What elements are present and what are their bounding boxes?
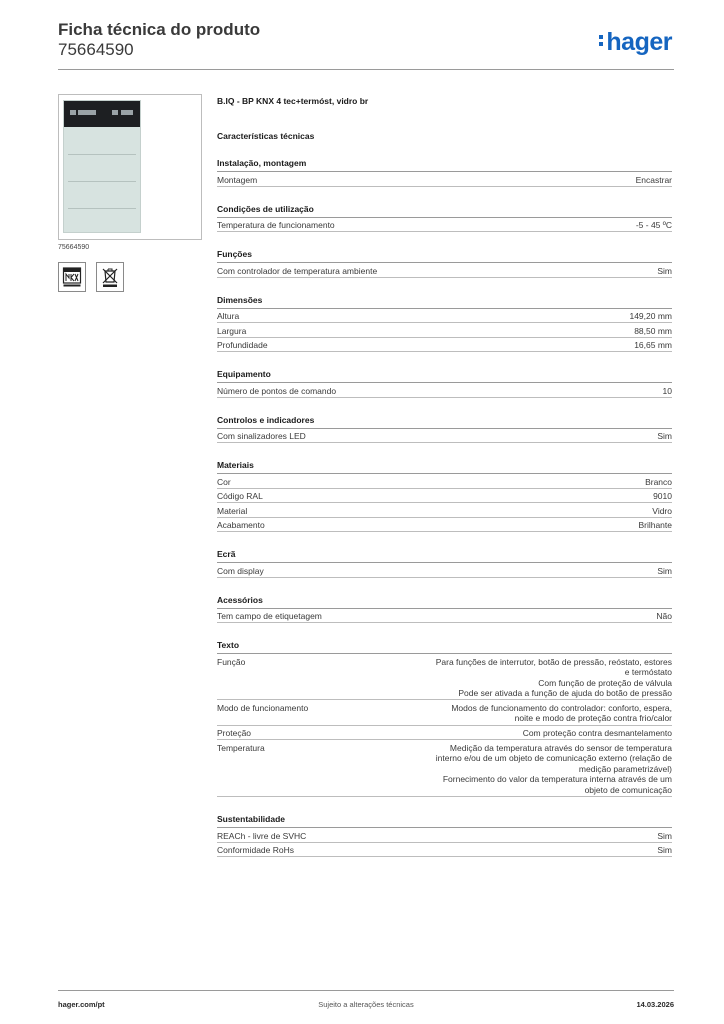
spec-value: Encastrar [635, 174, 672, 185]
spec-value: Sim [657, 265, 672, 276]
section-title: Equipamento [217, 369, 672, 383]
spec-row [217, 429, 672, 444]
footer-note: Sujeito a alterações técnicas [318, 1000, 414, 1009]
spec-row [217, 172, 672, 187]
spec-row [217, 218, 672, 233]
spec-value: Branco [645, 476, 672, 487]
spec-label: Código RAL [217, 491, 263, 501]
section-title: Condições de utilização [217, 204, 672, 218]
section-title: Ecrã [217, 549, 672, 563]
section-title: Funções [217, 249, 672, 263]
spec-value-line: Para funções de interrutor, botão de pressão, reóstato, estores [435, 656, 672, 667]
spec-section [217, 814, 672, 857]
spec-label: Com display [217, 565, 264, 576]
spec-row [217, 383, 672, 398]
spec-value: Brilhante [638, 520, 672, 530]
section-title: Dimensões [217, 295, 672, 309]
spec-row [217, 843, 672, 858]
hager-logo [599, 28, 672, 57]
section-title: Texto [217, 640, 672, 654]
document-number: 75664590 [58, 40, 134, 59]
spec-label: Altura [217, 311, 240, 321]
spec-value-line: Fornecimento do valor da temperatura interna através de um [442, 774, 672, 785]
knx-certification-icon [58, 262, 86, 292]
section-title: Instalação, montagem [217, 158, 672, 172]
spec-row [217, 726, 672, 741]
spec-value [392, 703, 672, 724]
spec-row [217, 323, 672, 338]
spec-label: Tem campo de etiquetagem [217, 611, 322, 621]
spec-value-line: Medição da temperatura através do sensor de temperatura [449, 742, 672, 753]
spec-label: Proteção [217, 728, 252, 739]
spec-row [217, 563, 672, 578]
footer-date: 14.03.2026 [636, 1000, 674, 1009]
spec-label: Acabamento [217, 520, 265, 530]
spec-label: Temperatura de funcionamento [217, 220, 335, 230]
spec-value: Vidro [652, 505, 672, 516]
spec-value-line: Modos de funcionamento do controlador: conforto, espera, [451, 702, 672, 713]
spec-section [217, 204, 672, 233]
spec-value [392, 657, 672, 699]
spec-value: Sim [657, 845, 672, 856]
spec-row [217, 489, 672, 504]
spec-value: Sim [657, 565, 672, 576]
spec-value-line: e termóstato [624, 667, 672, 678]
spec-label: Material [217, 505, 248, 516]
section-title: Acessórios [217, 595, 672, 609]
document-title: Ficha técnica do produto [58, 20, 261, 39]
spec-value: 149,20 mm [629, 311, 672, 321]
spec-label: Montagem [217, 174, 258, 185]
spec-value-line: interno e/ou de um objeto de comunicação externo (relação de [435, 753, 672, 764]
spec-label: REACh - livre de SVHC [217, 830, 307, 841]
spec-section [217, 595, 672, 624]
product-image-code: 75664590 [58, 244, 90, 251]
spec-row [217, 263, 672, 278]
spec-value-line: Com função de proteção de válvula [538, 677, 672, 688]
section-title: Controlos e indicadores [217, 415, 672, 429]
button-divider [68, 181, 136, 182]
spec-row [217, 503, 672, 518]
page-header [58, 20, 674, 70]
spec-value: 88,50 mm [634, 325, 672, 336]
tech-heading: Características técnicas [217, 131, 315, 141]
spec-value-line: Com proteção contra desmantelamento [522, 728, 672, 739]
spec-label: Com sinalizadores LED [217, 431, 306, 441]
spec-value-line: medição parametrizável) [578, 763, 672, 774]
spec-value: -5 - 45 ºC [635, 220, 672, 230]
spec-label: Largura [217, 325, 247, 336]
spec-value-line: Pode ser ativada a função de ajuda do botão de pressão [458, 688, 672, 699]
spec-section [217, 460, 672, 532]
spec-value: 9010 [653, 491, 672, 501]
spec-content [217, 96, 672, 857]
spec-label: Número de pontos de comando [217, 385, 337, 396]
spec-value [392, 728, 672, 739]
logo-text: hager [606, 28, 672, 56]
spec-section [217, 640, 672, 797]
spec-section [217, 158, 672, 187]
device-display [64, 101, 140, 127]
product-image-frame [58, 94, 202, 240]
spec-value-line: objeto de comunicação [584, 785, 672, 796]
spec-section [217, 249, 672, 278]
button-divider [68, 208, 136, 209]
spec-label: Com controlador de temperatura ambiente [217, 265, 378, 276]
weee-crossed-bin-icon [96, 262, 124, 292]
spec-row [217, 700, 672, 725]
spec-label: Temperatura [217, 742, 265, 753]
spec-value: 10 [662, 385, 672, 396]
spec-section [217, 295, 672, 353]
spec-label: Conformidade RoHs [217, 845, 295, 856]
spec-sections [217, 158, 672, 857]
spec-row [217, 828, 672, 843]
spec-row [217, 654, 672, 700]
spec-row [217, 474, 672, 489]
spec-label: Cor [217, 476, 231, 487]
spec-section [217, 415, 672, 444]
product-name: B.IQ - BP KNX 4 tec+termóst, vidro br [217, 96, 369, 106]
spec-row [217, 609, 672, 624]
button-divider [68, 154, 136, 155]
spec-value: Sim [657, 830, 672, 841]
spec-row [217, 309, 672, 324]
page-footer [58, 990, 674, 1014]
section-title: Sustentabilidade [217, 814, 672, 828]
spec-row [217, 338, 672, 353]
spec-section [217, 369, 672, 398]
spec-row [217, 740, 672, 797]
spec-label: Profundidade [217, 340, 268, 350]
section-title: Materiais [217, 460, 672, 474]
spec-value: 16,65 mm [634, 340, 672, 350]
logo-dots-icon [599, 32, 604, 49]
spec-value [392, 743, 672, 796]
spec-value: Sim [657, 431, 672, 441]
spec-row [217, 518, 672, 533]
product-image [63, 100, 141, 233]
footer-site-link[interactable]: hager.com/pt [58, 1000, 105, 1009]
spec-value: Não [656, 611, 672, 621]
spec-value-line: noite e modo de proteção contra frio/calor [514, 713, 672, 724]
spec-section [217, 549, 672, 578]
spec-label: Função [217, 656, 246, 667]
spec-label: Modo de funcionamento [217, 702, 309, 713]
